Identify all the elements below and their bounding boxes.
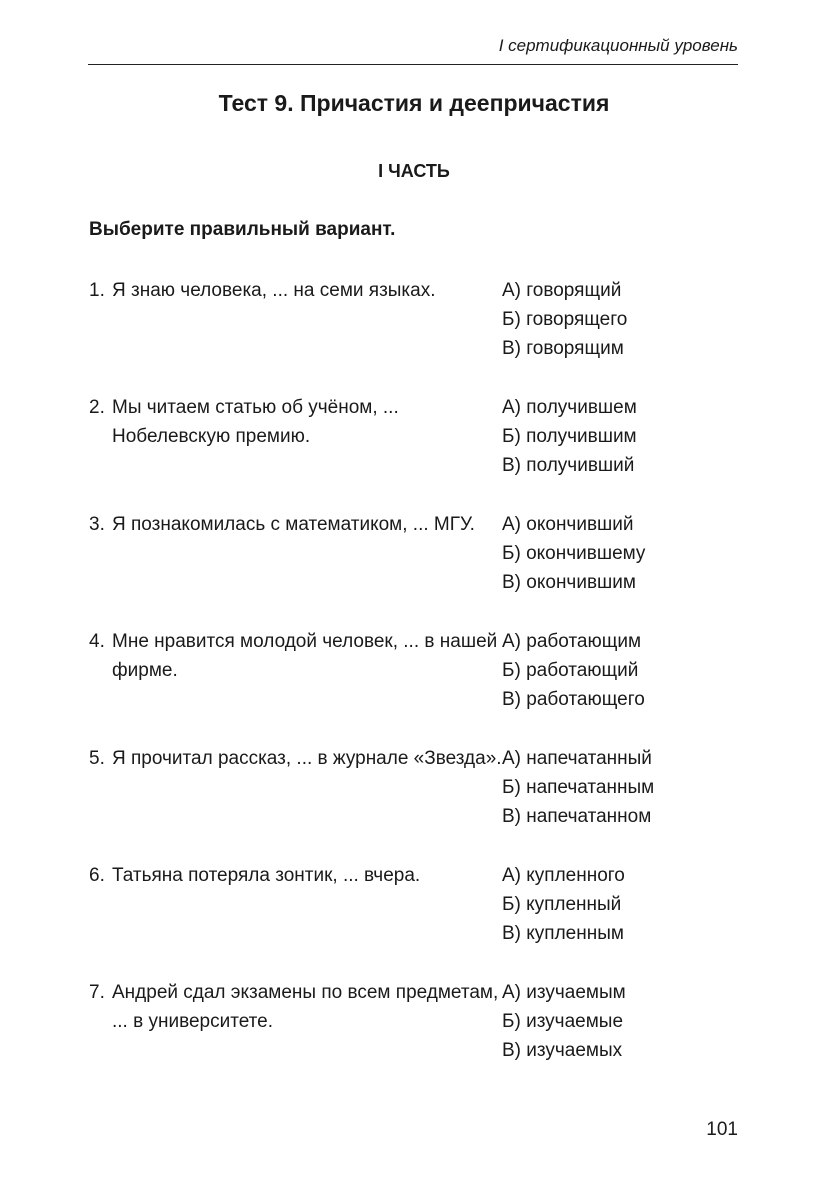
question-item: [89, 744, 739, 861]
answer-options: [502, 276, 627, 363]
part-heading: I ЧАСТЬ: [378, 161, 450, 181]
answer-option[interactable]: Б) окончившему: [502, 543, 646, 564]
question-item: [89, 510, 739, 627]
answer-option[interactable]: Б) получившим: [502, 426, 637, 447]
answer-option[interactable]: В) получивший: [502, 455, 635, 476]
answer-options: [502, 627, 645, 714]
question-text-block: [89, 393, 507, 451]
question-text: Андрей сдал экзамены по всем предметам, ... в университете.: [112, 982, 499, 1032]
question-item: [89, 393, 739, 510]
question-item: [89, 627, 739, 744]
answer-option[interactable]: В) напечатанном: [502, 806, 652, 827]
question-text: Мы читаем статью об учёном, ... Нобелевскую премию.: [112, 397, 399, 447]
running-header: I сертификационный уровень: [498, 36, 738, 55]
header-divider: [88, 64, 738, 65]
answer-option[interactable]: А) напечатанный: [502, 748, 652, 769]
question-number: 6.: [89, 865, 105, 886]
question-number: 5.: [89, 748, 105, 769]
answer-options: [502, 510, 645, 597]
instruction-text: Выберите правильный вариант.: [89, 219, 396, 240]
test-title: Тест 9. Причастия и деепричастия: [218, 90, 610, 116]
question-text: Я познакомилась с математиком, ... МГУ.: [112, 514, 475, 535]
answer-option[interactable]: В) окончившим: [502, 572, 636, 593]
answer-option[interactable]: Б) напечатанным: [502, 777, 655, 798]
question-text-block: [89, 861, 507, 890]
answer-option[interactable]: Б) купленный: [502, 894, 622, 915]
question-text: Татьяна потеряла зонтик, ... вчера.: [112, 865, 421, 886]
answer-options: [502, 861, 625, 948]
question-item: [89, 978, 739, 1095]
question-text-block: [89, 627, 507, 685]
answer-option[interactable]: В) изучаемых: [502, 1040, 623, 1061]
question-number: 4.: [89, 631, 105, 652]
question-item: [89, 861, 739, 978]
answer-option[interactable]: Б) говорящего: [502, 309, 628, 330]
question-number: 7.: [89, 982, 105, 1003]
question-item: [89, 276, 739, 393]
answer-option[interactable]: А) работающим: [502, 631, 642, 652]
question-text: Мне нравится молодой человек, ... в нашей фирме.: [112, 631, 498, 681]
question-text-block: [89, 510, 507, 539]
answer-option[interactable]: А) получившем: [502, 397, 637, 418]
question-text-block: [89, 978, 507, 1036]
question-number: 3.: [89, 514, 105, 535]
answer-option[interactable]: Б) работающий: [502, 660, 639, 681]
question-list: [89, 276, 739, 1095]
answer-option[interactable]: А) окончивший: [502, 514, 634, 535]
answer-option[interactable]: А) купленного: [502, 865, 625, 886]
question-number: 2.: [89, 397, 105, 418]
answer-option[interactable]: А) изучаемым: [502, 982, 626, 1003]
answer-option[interactable]: А) говорящий: [502, 280, 622, 301]
answer-options: [502, 744, 654, 831]
answer-option[interactable]: Б) изучаемые: [502, 1011, 624, 1032]
question-text-block: [89, 744, 507, 773]
question-number: 1.: [89, 280, 105, 301]
answer-option[interactable]: В) работающего: [502, 689, 645, 710]
question-text-block: [89, 276, 507, 305]
answer-option[interactable]: В) говорящим: [502, 338, 624, 359]
answer-option[interactable]: В) купленным: [502, 923, 624, 944]
answer-options: [502, 393, 637, 480]
page-number: 101: [706, 1119, 738, 1140]
answer-options: [502, 978, 626, 1065]
question-text: Я прочитал рассказ, ... в журнале «Звезда».: [112, 748, 502, 769]
question-text: Я знаю человека, ... на семи языках.: [112, 280, 436, 301]
